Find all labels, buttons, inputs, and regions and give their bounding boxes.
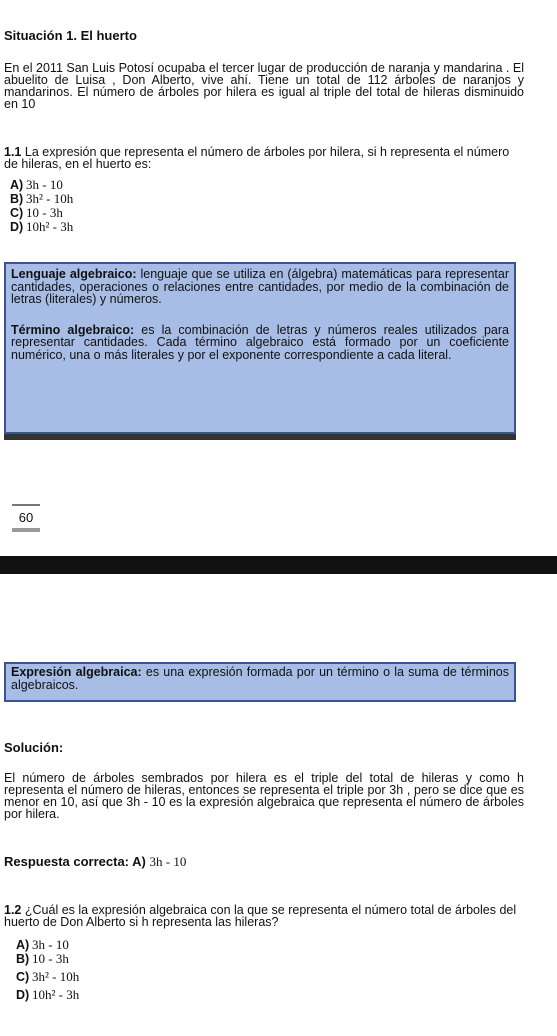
q2-option-c[interactable]: C) 3h² - 10h	[16, 969, 80, 984]
q1-option-d[interactable]: D) 10h² - 3h	[10, 219, 74, 234]
question-1-1	[4, 146, 524, 170]
question-1-2	[4, 904, 524, 928]
definition-expresion-algebraica: Expresión algebraica: es una expresión formada por un término o la suma de términos algebraicos.	[11, 665, 509, 692]
q2-option-d[interactable]: D) 10h² - 3h	[16, 987, 80, 1002]
definition-lenguaje-algebraico: Lenguaje algebraico: lenguaje que se utiliza en (álgebra) matemáticas para representar cantidades, operaciones o relaciones entre cantidades, por medio de la combinación de letras (literales) y números.	[11, 267, 510, 306]
page-separator	[0, 556, 557, 574]
intro-paragraph: En el 2011 San Luis Potosí ocupaba el tercer lugar de producción de naranja y mandarina . El abuelito de Luisa , Don Alberto, vive ahí. Tiene un total de 112 árboles de naranjos y mandarinos. El número de árboles por hilera es igual al triple del total de hileras disminuido en 10	[4, 61, 524, 111]
definition-termino-algebraico: Término algebraico: es la combinación de letras y números reales utilizados para representar cantidades. Cada término algebraico está formado por un coeficiente numérico, una o más literales y por el exponente correspondiente a cada literal.	[11, 322, 509, 362]
q1-options	[10, 178, 73, 234]
q2-option-b[interactable]: B) 10 - 3h	[16, 951, 69, 966]
question-text: La expresión que representa el número de árboles por hilera, si h representa el número de hileras, en el huerto es:	[4, 145, 510, 171]
q1-option-b[interactable]: B) 3h² - 10h	[10, 191, 74, 206]
q1-option-a[interactable]: A) 3h - 10	[10, 177, 63, 192]
box-shadow	[4, 434, 516, 440]
question-number: 1.1	[4, 145, 22, 159]
correct-answer: Respuesta correcta: A) 3h - 10	[4, 854, 187, 869]
definitions-box	[4, 262, 516, 434]
page-number-underline	[12, 528, 40, 532]
q2-option-a[interactable]: A) 3h - 10	[16, 937, 69, 952]
solution-heading: Solución:	[4, 740, 64, 755]
q1-option-c[interactable]: C) 10 - 3h	[10, 205, 63, 220]
q2-options	[16, 938, 79, 1002]
page-number: 60	[12, 504, 40, 525]
question-number: 1.2	[4, 903, 22, 917]
question-text: ¿Cuál es la expresión algebraica con la que se representa el número total de árboles del huerto de Don Alberto si h representa las hileras?	[4, 903, 517, 929]
definition-box-2	[4, 662, 516, 702]
solution-text: El número de árboles sembrados por hilera es el triple del total de hileras y como h representa el número de hileras, entonces se representa el triple por 3h , pero se dice que es menor en 10, así que 3h - 10 es la expresión algebraica que representa el número de árboles por hilera.	[4, 771, 524, 821]
section-title: Situación 1. El huerto	[4, 28, 137, 43]
